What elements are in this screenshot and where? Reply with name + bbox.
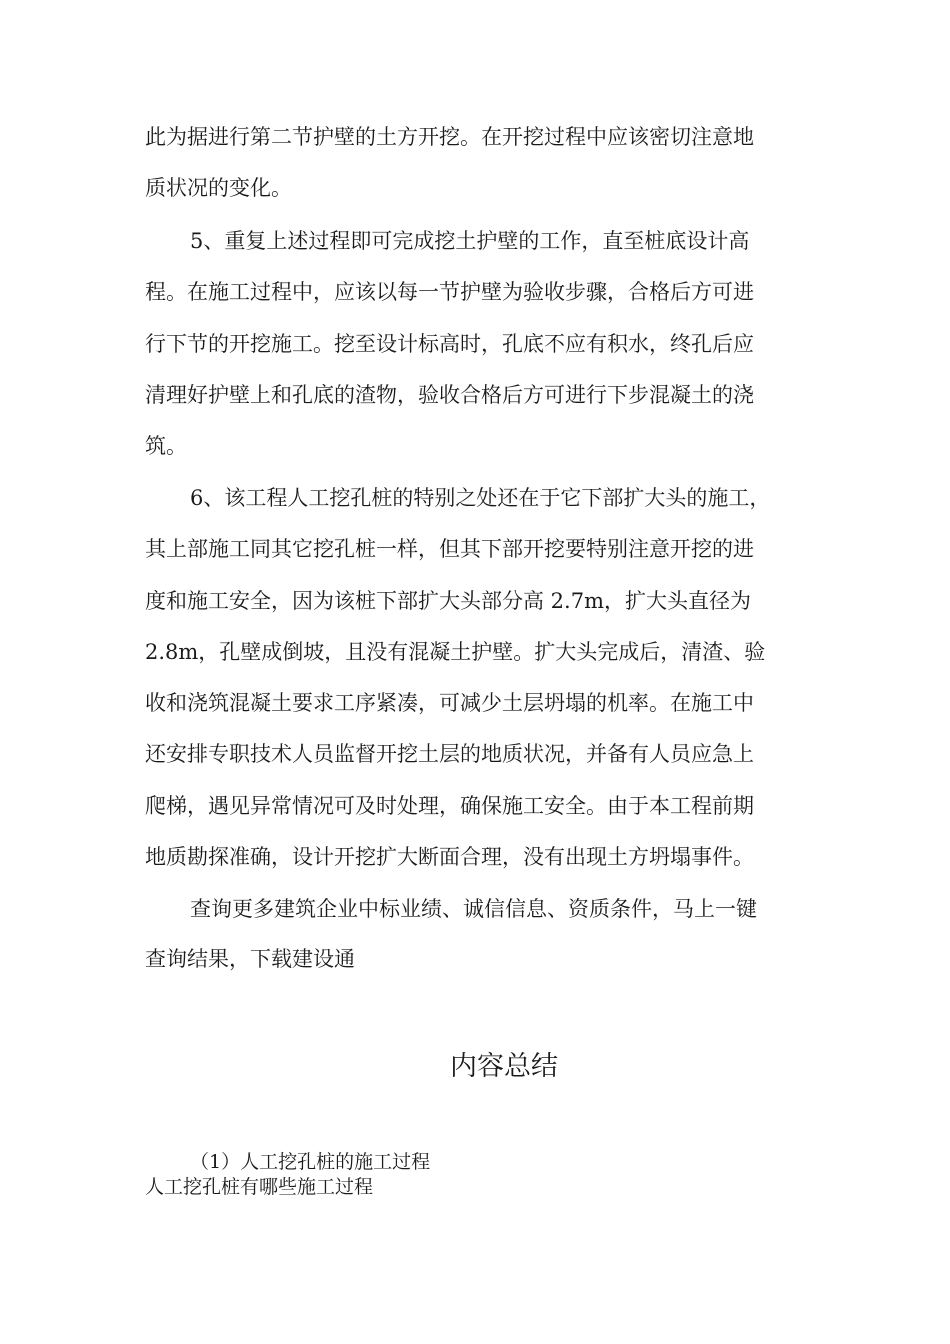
paragraph-line: 行下节的开挖施工。挖至设计标高时，孔底不应有积水，终孔后应 <box>145 332 754 356</box>
paragraph-line: 5、重复上述过程即可完成挖土护壁的工作，直至桩底设计高 <box>190 229 750 253</box>
paragraph-line: 地质勘探准确，设计开挖扩大断面合理，没有出现土方坍塌事件。 <box>145 845 754 869</box>
paragraph-line: 还安排专职技术人员监督开挖土层的地质状况，并备有人员应急上 <box>145 742 754 766</box>
summary-item-1: （1）人工挖孔桩的施工过程 <box>190 1151 431 1173</box>
paragraph-line: 查询更多建筑企业中标业绩、诚信信息、资质条件，马上一键 <box>190 897 757 921</box>
paragraph-line: 度和施工安全，因为该桩下部扩大头部分高 2.7m，扩大头直径为 <box>145 589 751 613</box>
summary-heading: 内容总结 <box>450 1051 558 1082</box>
paragraph-line: 6、该工程人工挖孔桩的特别之处还在于它下部扩大头的施工， <box>190 486 771 510</box>
paragraph-line: 程。在施工过程中，应该以每一节护壁为验收步骤，合格后方可进 <box>145 280 754 304</box>
paragraph-line: 收和浇筑混凝土要求工序紧凑，可减少土层坍塌的机率。在施工中 <box>145 691 754 715</box>
paragraph-line: 其上部施工同其它挖孔桩一样，但其下部开挖要特别注意开挖的进 <box>145 537 754 561</box>
paragraph-line: 2.8m，孔壁成倒坡，且没有混凝土护壁。扩大头完成后，清渣、验 <box>145 640 766 664</box>
summary-item-2: 人工挖孔桩有哪些施工过程 <box>145 1176 374 1198</box>
paragraph-line: 清理好护壁上和孔底的渣物，验收合格后方可进行下步混凝土的浇 <box>145 383 754 407</box>
paragraph-line: 此为据进行第二节护壁的土方开挖。在开挖过程中应该密切注意地 <box>145 125 754 149</box>
paragraph-line: 质状况的变化。 <box>145 176 292 200</box>
paragraph-line: 查询结果，下载建设通 <box>145 947 355 971</box>
paragraph-line: 爬梯，遇见异常情况可及时处理，确保施工安全。由于本工程前期 <box>145 794 754 818</box>
paragraph-line: 筑。 <box>145 434 187 458</box>
